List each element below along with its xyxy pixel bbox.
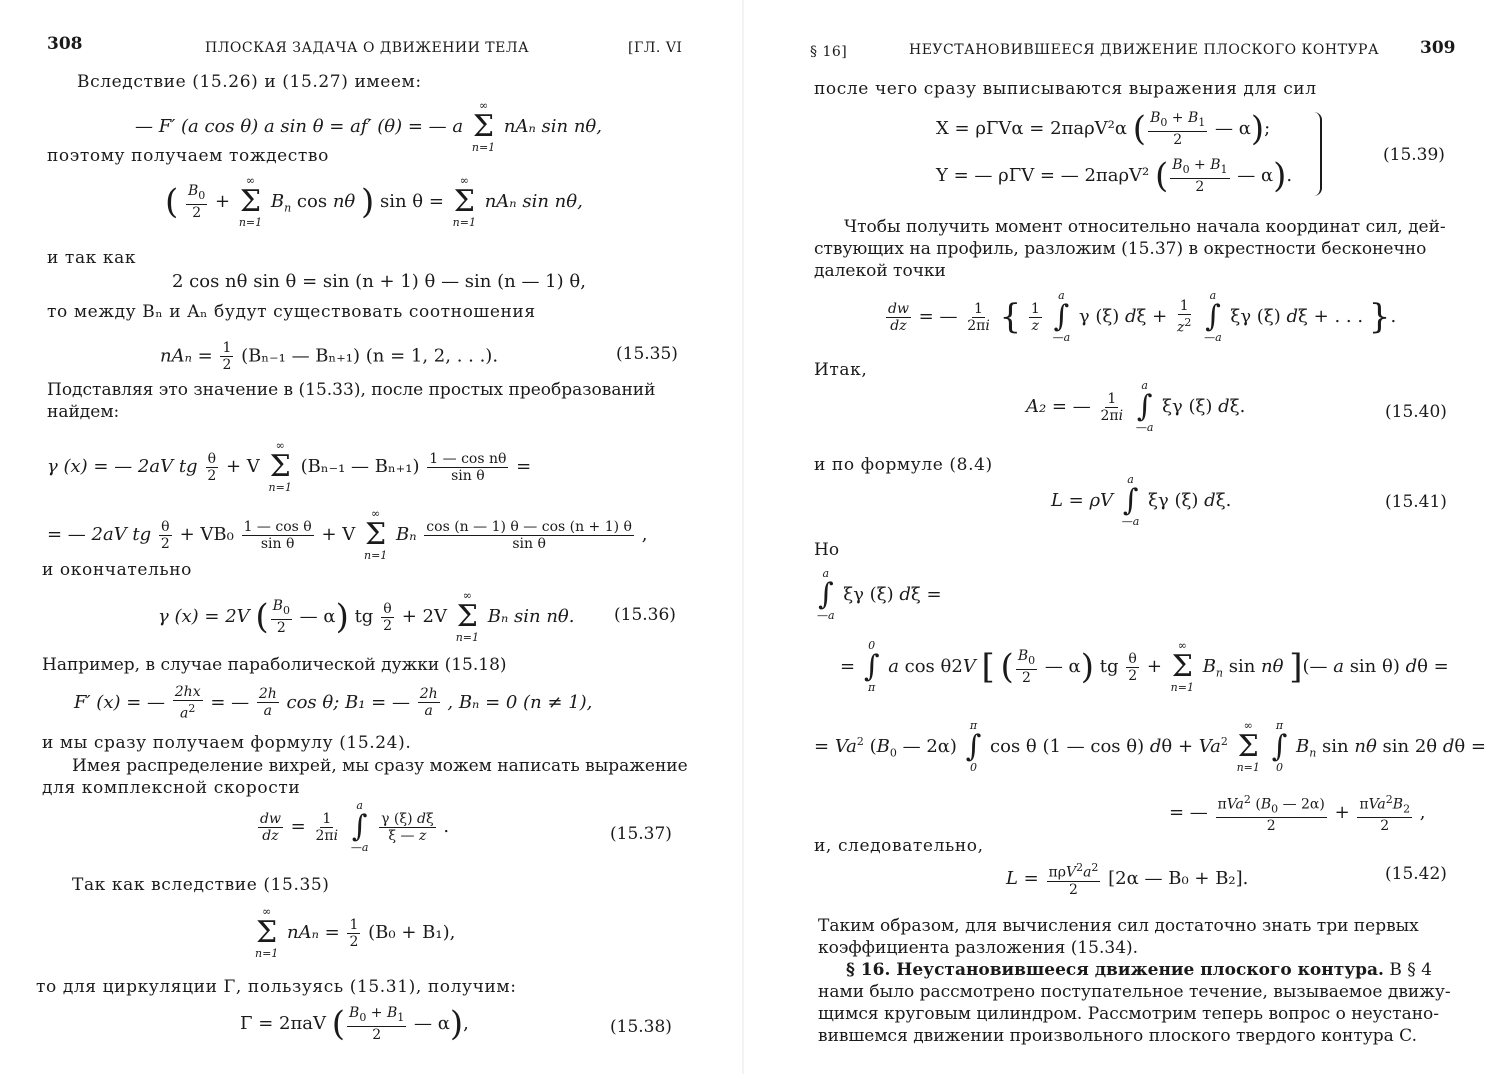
formula-text: [2α — B₀ + B₂]. [1108, 867, 1249, 889]
formula: X = ρΓVα = 2πaρV²α ( $\frac{B_0 + B_1}{2}$ — α); [936, 108, 1271, 149]
formula: = 0 ∫ π a cos θ2V [ ( $\frac{B_0}{2}$ — α) tg $\frac{\theta}{2}$ + ∞ Σ n=1 $B_n$ sin nθ ](— a sin θ) dθ = [840, 639, 1449, 694]
formula-text: Y = — ρΓV = — 2πaρV² [936, 164, 1150, 186]
formula: γ (x) = — 2aV tg $\frac{\theta}{2}$ + V ∞ Σ n=1 (Bₙ₋₁ — Bₙ₊₁) $\frac{\text{1 — cos nθ}}{\text{sin θ}}$ = [47, 439, 532, 494]
left-page [0, 0, 743, 1074]
formula: L = $\frac{\pi\rho V^2a^2}{2}$ [2α — B₀ + B₂]. [1006, 861, 1249, 898]
paragraph: то между Bₙ и Aₙ будут существовать соотношения [47, 302, 536, 322]
formula: a ∫ —a ξγ (ξ) dξ = [817, 567, 942, 622]
paragraph: Итак, [814, 360, 868, 380]
formula: ∞ Σ n=1 nAₙ = $\frac{1}{2}$ (B₀ + B₁), [255, 905, 456, 960]
formula-text: Bₙ [396, 524, 417, 545]
paragraph: Например, в случае параболической дужки (15.18) [42, 655, 507, 675]
paragraph: нами было рассмотрено поступательное течение, вызываемое движу- [818, 982, 1451, 1002]
formula-text: Bₙ sin nθ. [487, 606, 575, 627]
equation-number: (15.37) [610, 824, 672, 844]
formula: Y = — ρΓV = — 2πaρV² ( $\frac{B_0 + B_1}{2}$ — α). [936, 155, 1293, 196]
equation-number: (15.35) [616, 344, 678, 364]
formula-text: nAₙ sin nθ, [484, 191, 583, 212]
formula-text: + V [225, 456, 260, 477]
paragraph: то для циркуляции Γ, пользуясь (15.31), получим: [36, 977, 517, 997]
formula-text: — F′ (a cos θ) a sin θ = af′ (θ) = — a [135, 116, 464, 137]
paragraph: поэтому получаем тождество [47, 146, 329, 166]
formula-text: + 2V [401, 606, 447, 627]
paragraph: Подставляя это значение в (15.33), после простых преобразований [47, 380, 656, 400]
equation-number: (15.36) [614, 605, 676, 625]
formula-text: + VB₀ [179, 524, 234, 545]
formula-text: A₂ = — [1026, 396, 1091, 417]
formula: = $Va^2$ ($B_0$ — 2α) π ∫ 0 cos θ (1 — cos θ) $d\theta + Va^2$ ∞ Σ n=1 π ∫ 0 $B_n$ sin nθ sin 2θ dθ = [814, 719, 1487, 774]
formula: nAₙ = $\frac{1}{2}$ (Bₙ₋₁ — Bₙ₊₁) (n = 1, 2, . . .). [160, 340, 499, 373]
running-title: НЕУСТАНОВИВШЕЕСЯ ДВИЖЕНИЕ ПЛОСКОГО КОНТУРА [909, 42, 1380, 58]
paragraph: коэффициента разложения (15.34). [818, 938, 1139, 958]
paragraph: Имея распределение вихрей, мы сразу можем написать выражение [72, 756, 688, 776]
formula: Γ = 2πaV ( $\frac{B_0 + B_1}{2}$ — α), [240, 1003, 469, 1044]
formula: γ (x) = 2V ( $\frac{B_0}{2}$ — α) tg $\frac{\theta}{2}$ + 2V ∞ Σ n=1 Bₙ sin nθ. [158, 589, 575, 644]
paragraph: и, следовательно, [814, 836, 984, 856]
formula: ( $\frac{B_0}{2}$ + ∞ Σ n=1 $B_n$ cos nθ ) sin θ = ∞ Σ n=1 nAₙ sin nθ, [165, 174, 583, 229]
formula: $\frac{dw}{dz}$ = — $\frac{1}{2\pi i}$ { $\frac{1}{z}$ a ∫ —a γ (ξ) dξ + $\frac{1}{z^2}$ a ∫ —a ξγ (ξ) dξ + . . . }. [888, 289, 1397, 344]
formula-text: (Bₙ₋₁ — Bₙ₊₁) [300, 456, 420, 477]
formula-text: nAₙ sin nθ, [503, 116, 602, 137]
formula-text: = — 2aV tg [47, 524, 152, 545]
formula: L = ρV a ∫ —a ξγ (ξ) dξ. [1051, 473, 1232, 528]
formula-text: (B₀ + B₁), [368, 922, 456, 943]
fraction-denominator: sin θ [512, 535, 546, 552]
formula: = — $\frac{\pi Va^2 (B_0 — 2\alpha)}{2}$ + $\frac{\pi Va^2B_2}{2}$ , [1169, 793, 1426, 835]
equation-number: (15.38) [610, 1017, 672, 1037]
paragraph: после чего сразу выписываются выражения для сил [814, 79, 1317, 99]
formula-text: nAₙ = [287, 922, 340, 943]
curly-brace [1310, 112, 1322, 196]
formula: = — 2aV tg $\frac{\theta}{2}$ + VB₀ $\frac{\text{1 — cos θ}}{\text{sin θ}}$ + V ∞ Σ n=1 Bₙ $\frac{\cos (n — 1) \theta — \cos (n + 1) \theta}{\text{sin θ}}$ , [47, 507, 648, 562]
paragraph: Чтобы получить момент относительно начала координат сил, дей- [844, 217, 1446, 237]
equation-number: (15.42) [1385, 864, 1447, 884]
page-number: 308 [47, 34, 83, 54]
formula: 2 cos nθ sin θ = sin (n + 1) θ — sin (n — 1) θ, [172, 271, 586, 292]
fraction-numerator: cos (n — 1) θ — cos (n + 1) θ [426, 518, 632, 535]
right-page [744, 0, 1487, 1074]
formula-text: nAₙ = [160, 345, 213, 367]
formula: A₂ = — $\frac{1}{2\pi i}$ a ∫ —a ξγ (ξ) dξ. [1026, 379, 1246, 434]
formula-text: , Bₙ = 0 (n ≠ 1), [447, 691, 593, 713]
equation-number: (15.40) [1385, 402, 1447, 422]
formula: $\frac{dw}{dz}$ = $\frac{1}{2\pi i}$ a ∫ —a $\frac{\gamma (\xi) d\xi}{\xi — z}$ . [260, 799, 450, 854]
paragraph: и окончательно [42, 560, 193, 580]
formula-text: cos θ; B₁ = — [286, 691, 410, 713]
formula-text: γ (x) = 2V [158, 606, 250, 627]
paragraph: для комплексной скорости [42, 778, 301, 798]
paragraph: ствующих на профиль, разложим (15.37) в окрестности бесконечно [814, 239, 1427, 259]
formula-text: + V [321, 524, 356, 545]
section-heading [846, 960, 1432, 980]
paragraph: найдем: [47, 402, 120, 422]
chapter-label: [ГЛ. VI [628, 40, 683, 56]
formula-text: (Bₙ₋₁ — Bₙ₊₁) (n = 1, 2, . . .). [241, 345, 499, 367]
paragraph: вившемся движении произвольного плоского твердого контура C. [818, 1026, 1417, 1046]
sum-sign: ∞ Σ n=1 [471, 99, 496, 154]
formula-text: F′ (x) = — [74, 691, 166, 713]
section-label: § 16] [810, 44, 848, 60]
formula-text: sin θ = [379, 191, 444, 212]
formula-text: tg [354, 606, 374, 627]
fraction-denominator: sin θ [451, 467, 485, 484]
formula: F′ (x) = — $\frac{2hx}{a^2}$ = — $\frac{2h}{a}$ cos θ; B₁ = — $\frac{2h}{a}$ , Bₙ = 0 (n ≠ 1), [74, 684, 593, 722]
fraction-numerator: 1 — cos nθ [429, 450, 507, 467]
running-title: ПЛОСКАЯ ЗАДАЧА О ДВИЖЕНИИ ТЕЛА [205, 40, 530, 56]
formula-text: γ (x) = — 2aV tg [47, 456, 198, 477]
paragraph: Таким образом, для вычисления сил достаточно знать три первых [818, 916, 1419, 936]
paragraph: и мы сразу получаем формулу (15.24). [42, 733, 412, 753]
page-number: 309 [1420, 38, 1456, 58]
fraction-numerator: 1 — cos θ [243, 518, 312, 535]
paragraph: Но [814, 540, 840, 560]
paragraph: Так как вследствие (15.35) [72, 875, 330, 895]
formula-text: Γ = 2πaV [240, 1012, 327, 1034]
paragraph: В § 4 [1389, 960, 1432, 980]
paragraph: щимся круговым цилиндром. Рассмотрим теперь вопрос о неустано- [818, 1004, 1440, 1024]
formula-text: L = [1006, 867, 1039, 889]
paragraph: далекой точки [814, 261, 946, 281]
paragraph: и по формуле (8.4) [814, 455, 993, 475]
equation-number: (15.41) [1385, 492, 1447, 512]
equation-number: (15.39) [1383, 145, 1445, 165]
fraction-denominator: sin θ [260, 535, 295, 552]
formula-text: L = ρV [1051, 490, 1114, 511]
paragraph: и так как [47, 248, 137, 268]
paragraph: Вследствие (15.26) и (15.27) имеем: [77, 72, 422, 92]
section-title: § 16. Неустановившееся движение плоского контура. [846, 960, 1384, 980]
formula-text: X = ρΓVα = 2πaρV²α [936, 117, 1128, 139]
